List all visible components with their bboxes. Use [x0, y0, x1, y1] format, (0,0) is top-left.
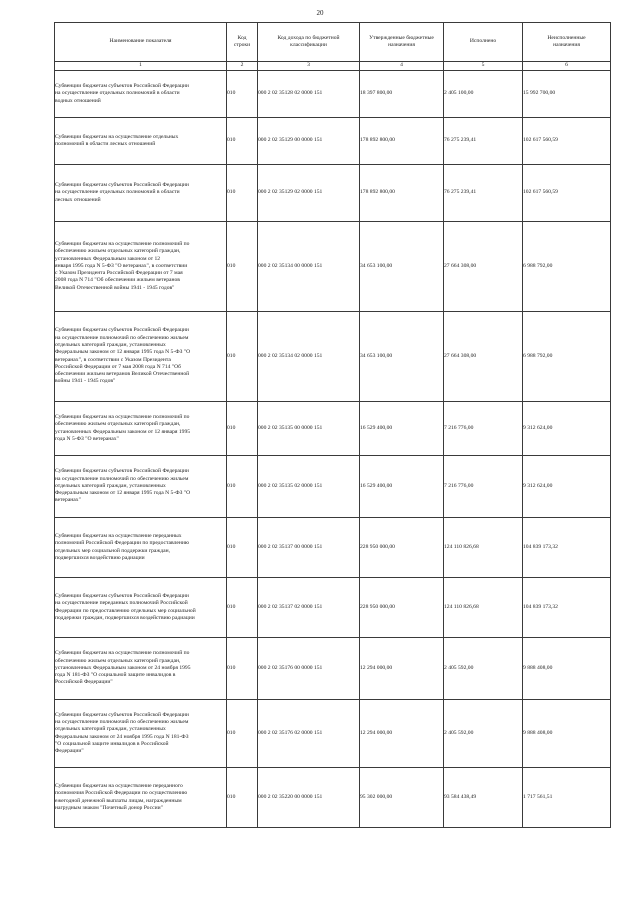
line-code: 010	[227, 165, 258, 222]
approved-amount: 12 294 000,00	[360, 638, 444, 700]
indicator-name: Субвенции бюджетам субъектов Российской Федерации на осуществление полномочий по обеспечению жильем отдельных категорий граждан, установленных Федеральным законом от 12 января 1995 года N 5-ФЗ "О ветеранах", в соответствии с Указом Президента Российской Федерации от 7 мая 2008 года N 714 "Об обеспечении жильем ветеранов Великой Отечественной войны 1941 - 1945 годов"	[55, 312, 227, 402]
income-code: 000 2 02 35135 02 0000 151	[258, 456, 360, 518]
unexecuted-amount: 104 839 173,32	[523, 578, 611, 638]
header-approved: Утвержденные бюджетные назначения	[360, 23, 444, 62]
income-code: 000 2 02 35137 02 0000 151	[258, 578, 360, 638]
column-number: 6	[523, 62, 611, 71]
column-number: 5	[444, 62, 523, 71]
column-number-row	[55, 62, 611, 71]
indicator-name: Субвенции бюджетам на осуществление полномочий по обеспечению жильем отдельных категорий граждан, установленных Федеральным законом от 24 ноября 1995 года N 181-ФЗ "О социальной защите инвалидов в Российской Федерации"	[55, 638, 227, 700]
indicator-name: Субвенции бюджетам на осуществление полномочий по обеспечению жильем отдельных категорий граждан, установленных Федеральным законом от 12 января 1995 года N 5-ФЗ "О ветеранах"	[55, 402, 227, 456]
executed-amount: 76 275 239,41	[444, 165, 523, 222]
budget-execution-table	[54, 22, 611, 828]
table-row	[55, 165, 611, 222]
header-indicator-name: Наименование показателя	[55, 23, 227, 62]
unexecuted-amount: 1 717 561,51	[523, 768, 611, 828]
indicator-name: Субвенции бюджетам субъектов Российской Федерации на осуществление переданных полномочий Российской Федерации по предоставлению отдельных мер социальной поддержки граждан, подвергшихся воздействию радиации	[55, 578, 227, 638]
approved-amount: 178 892 800,00	[360, 118, 444, 165]
unexecuted-amount: 6 988 792,00	[523, 222, 611, 312]
table-row	[55, 578, 611, 638]
line-code: 010	[227, 456, 258, 518]
executed-amount: 27 664 308,00	[444, 222, 523, 312]
unexecuted-amount: 6 988 792,00	[523, 312, 611, 402]
income-code: 000 2 02 35176 00 0000 151	[258, 638, 360, 700]
line-code: 010	[227, 578, 258, 638]
line-code: 010	[227, 768, 258, 828]
indicator-name: Субвенции бюджетам на осуществление отдельных полномочий в области лесных отношений	[55, 118, 227, 165]
executed-amount: 2 405 592,00	[444, 700, 523, 768]
unexecuted-amount: 15 992 700,00	[523, 71, 611, 118]
line-code: 010	[227, 402, 258, 456]
line-code: 010	[227, 118, 258, 165]
executed-amount: 93 584 438,49	[444, 768, 523, 828]
unexecuted-amount: 102 617 560,59	[523, 165, 611, 222]
line-code: 010	[227, 312, 258, 402]
executed-amount: 7 216 776,00	[444, 402, 523, 456]
income-code: 000 2 02 35129 00 0000 151	[258, 118, 360, 165]
column-number: 3	[258, 62, 360, 71]
header-unexecuted: Неисполненные назначения	[523, 23, 611, 62]
unexecuted-amount: 102 617 560,59	[523, 118, 611, 165]
executed-amount: 124 110 826,68	[444, 578, 523, 638]
unexecuted-amount: 9 312 624,00	[523, 402, 611, 456]
column-number: 4	[360, 62, 444, 71]
executed-amount: 2 405 592,00	[444, 638, 523, 700]
table-row	[55, 638, 611, 700]
approved-amount: 228 950 000,00	[360, 518, 444, 578]
header-line-code: Код строки	[227, 23, 258, 62]
indicator-name: Субвенции бюджетам субъектов Российской Федерации на осуществление отдельных полномочий в области лесных отношений	[55, 165, 227, 222]
executed-amount: 124 110 826,68	[444, 518, 523, 578]
approved-amount: 12 294 000,00	[360, 700, 444, 768]
line-code: 010	[227, 700, 258, 768]
income-code: 000 2 02 35135 00 0000 151	[258, 402, 360, 456]
table-row	[55, 222, 611, 312]
approved-amount: 34 653 100,00	[360, 312, 444, 402]
income-code: 000 2 02 35137 00 0000 151	[258, 518, 360, 578]
column-number: 2	[227, 62, 258, 71]
line-code: 010	[227, 638, 258, 700]
approved-amount: 18 397 800,00	[360, 71, 444, 118]
executed-amount: 76 275 239,41	[444, 118, 523, 165]
executed-amount: 2 405 100,00	[444, 71, 523, 118]
income-code: 000 2 02 35134 00 0000 151	[258, 222, 360, 312]
executed-amount: 27 664 308,00	[444, 312, 523, 402]
executed-amount: 7 216 776,00	[444, 456, 523, 518]
table-row	[55, 118, 611, 165]
indicator-name: Субвенции бюджетам субъектов Российской Федерации на осуществление отдельных полномочий в области водных отношений	[55, 71, 227, 118]
indicator-name: Субвенции бюджетам на осуществление полномочий по обеспечению жильем отдельных категорий граждан, установленных Федеральным законом от 12 января 1995 года N 5-ФЗ "О ветеранах", в соответствии с Указом Президента Российской Федерации от 7 мая 2008 года N 714 "Об обеспечении жильем ветеранов Великой Отечественной войны 1941 - 1945 годов"	[55, 222, 227, 312]
header-income-code: Код дохода по бюджетной классификации	[258, 23, 360, 62]
income-code: 000 2 02 35128 02 0000 151	[258, 71, 360, 118]
approved-amount: 34 653 100,00	[360, 222, 444, 312]
indicator-name: Субвенции бюджетам на осуществление переданных полномочий Российской Федерации по предоставлению отдельных мер социальной поддержки граждан, подвергшихся воздействию радиации	[55, 518, 227, 578]
table-row	[55, 700, 611, 768]
income-code: 000 2 02 35176 02 0000 151	[258, 700, 360, 768]
income-code: 000 2 02 35220 00 0000 151	[258, 768, 360, 828]
column-number: 1	[55, 62, 227, 71]
line-code: 010	[227, 71, 258, 118]
approved-amount: 95 302 000,00	[360, 768, 444, 828]
line-code: 010	[227, 518, 258, 578]
page-number: 20	[316, 9, 324, 17]
table-row	[55, 71, 611, 118]
unexecuted-amount: 104 839 173,32	[523, 518, 611, 578]
approved-amount: 178 892 800,00	[360, 165, 444, 222]
indicator-name: Субвенции бюджетам субъектов Российской Федерации на осуществление полномочий по обеспечению жильем отдельных категорий граждан, установленных Федеральным законом от 24 ноября 1995 года N 181-ФЗ "О социальной защите инвалидов в Российской Федерации"	[55, 700, 227, 768]
approved-amount: 16 529 400,00	[360, 456, 444, 518]
approved-amount: 228 950 000,00	[360, 578, 444, 638]
indicator-name: Субвенции бюджетам субъектов Российской Федерации на осуществление полномочий по обеспечению жильем отдельных категорий граждан, установленных Федеральным законом от 12 января 1995 года N 5-ФЗ "О ветеранах"	[55, 456, 227, 518]
unexecuted-amount: 9 312 624,00	[523, 456, 611, 518]
unexecuted-amount: 9 888 408,00	[523, 700, 611, 768]
approved-amount: 16 529 400,00	[360, 402, 444, 456]
table-row	[55, 456, 611, 518]
unexecuted-amount: 9 888 408,00	[523, 638, 611, 700]
table-row	[55, 402, 611, 456]
income-code: 000 2 02 35134 02 0000 151	[258, 312, 360, 402]
income-code: 000 2 02 35129 02 0000 151	[258, 165, 360, 222]
header-row	[55, 23, 611, 62]
line-code: 010	[227, 222, 258, 312]
table-row	[55, 768, 611, 828]
indicator-name: Субвенции бюджетам на осуществление переданного полномочия Российской Федерации по осуществлению ежегодной денежной выплаты лицам, награжденным нагрудным знаком "Почетный донор России"	[55, 768, 227, 828]
table-row	[55, 312, 611, 402]
header-executed: Исполнено	[444, 23, 523, 62]
table-row	[55, 518, 611, 578]
